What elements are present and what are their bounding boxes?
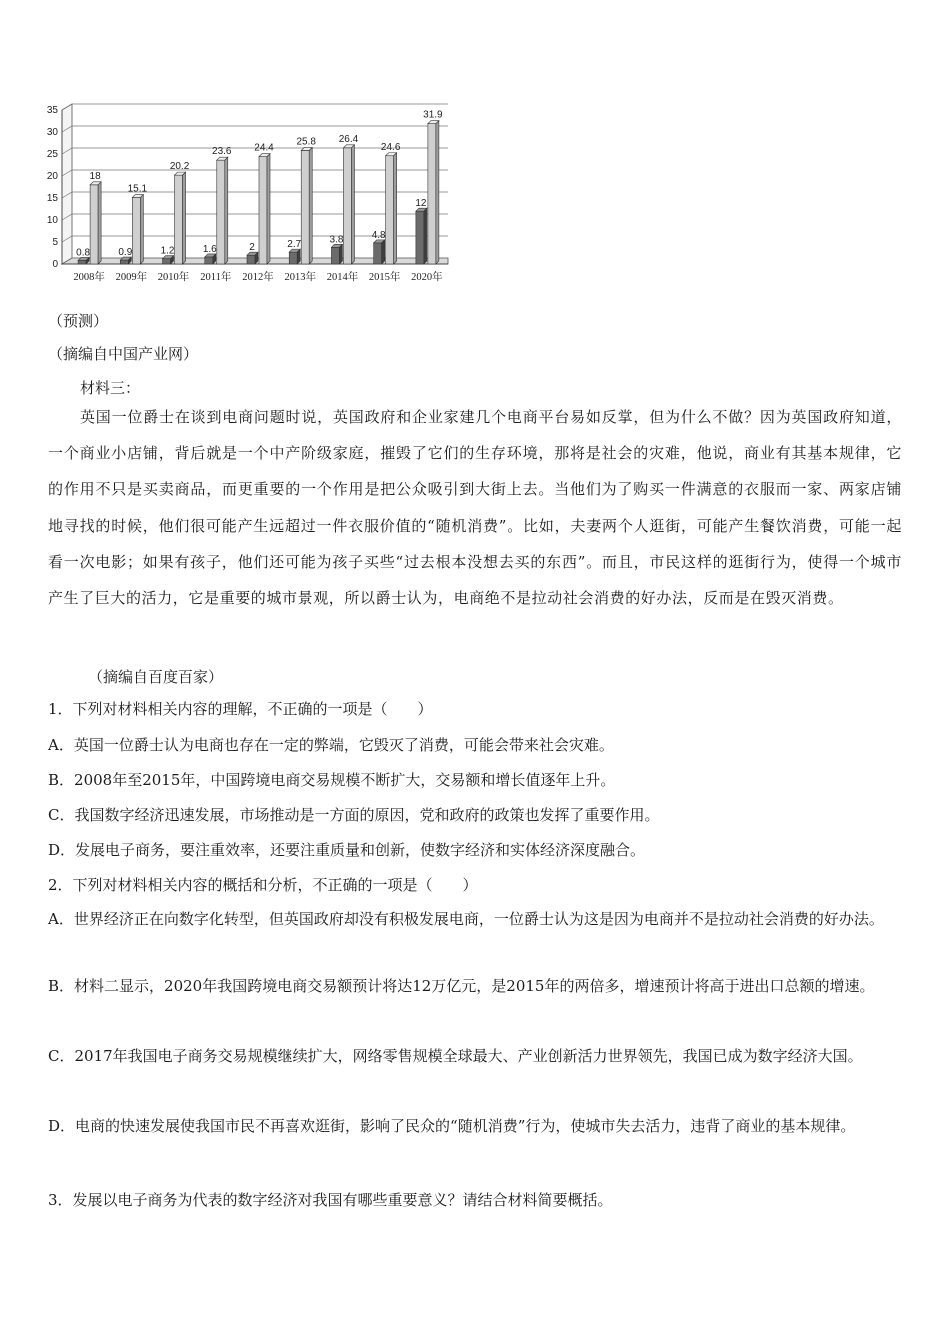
source-note-2: （摘编自百度百家）: [88, 668, 224, 686]
question-2-option-c: C．2017年我国电子商务交易规模继续扩大，网络零售规模全球最大、产业创新活力世界领先，我国已成为数字经济大国。: [48, 1047, 863, 1065]
data-label-dark: 1.6: [202, 243, 217, 255]
x-tick-label: 2014年: [326, 272, 359, 283]
bar-light: [132, 195, 143, 264]
y-tick-label: 35: [46, 105, 58, 116]
data-label-dark: 0.9: [118, 247, 133, 259]
x-tick-label: 2020年: [411, 272, 443, 283]
gridline: [62, 104, 448, 110]
bar-light-front: [132, 198, 140, 264]
bar-dark: [247, 252, 258, 264]
material-three-body: 英国一位爵士在谈到电商问题时说，英国政府和企业家建几个电商平台易如反掌，但为什么不做？因为英国政府知道，一个商业小店铺，背后就是一个中产阶级家庭，摧毁了它们的生存环境，那将是社会的灾难，他说，商业有其基本规律，它的作用不只是买卖商品，而更重要的一个作用是把公众吸引到大街上去。当他们为了购买一件满意的衣服而一家、两家店铺地寻找的时候，他们很可能产生远超过一件衣服价值的“随机消费”。比如，夫妻两个人逛街，可能产生餐饮消费，可能一起看一次电影；如果有孩子，他们还可能为孩子买些“过去根本没想去买的东西”。而且，市民这样的逛街行为，使得一个城市产生了巨大的活力，它是重要的城市景观，所以爵士认为，电商绝不是拉动社会消费的好办法，反而是在毁灭消费。: [48, 408, 902, 608]
bar-dark-side: [339, 244, 342, 264]
bar-light-side: [183, 172, 186, 264]
question-2-option-a: A．世界经济正在向数字化转型，但英国政府却没有积极发展电商，一位爵士认为这是因为电商并不是拉动社会消费的好办法。: [48, 910, 884, 928]
bar-dark: [416, 208, 427, 264]
bar-dark-front: [163, 259, 171, 264]
bar-dark: [205, 254, 216, 264]
data-label-dark: 12: [415, 198, 427, 210]
forecast-note: （预测）: [48, 312, 109, 330]
bar-dark: [331, 244, 342, 264]
chart-bars: [76, 110, 443, 264]
data-label-dark: 0.8: [76, 247, 91, 259]
y-tick-label: 5: [52, 237, 58, 248]
bar-dark-front: [78, 260, 86, 264]
y-tick-label: 15: [46, 193, 58, 204]
question-1-option-d: D．发展电子商务，要注重效率，还要注重质量和创新，使数字经济和实体经济深度融合。: [48, 841, 646, 859]
data-label-dark: 2: [249, 242, 255, 254]
y-axis-ticks: [47, 105, 59, 270]
bar-dark: [289, 249, 300, 264]
bar-light: [217, 157, 228, 264]
question-1-option-b: B．2008年至2015年，中国跨境电商交易规模不断扩大，交易额和增长值逐年上升。: [48, 771, 616, 789]
bar-light-front: [259, 157, 267, 264]
bar-light-front: [175, 175, 183, 264]
bar-dark: [120, 257, 131, 264]
bar-dark-front: [374, 243, 382, 264]
bar-dark-side: [297, 249, 300, 264]
bar-light: [428, 121, 439, 264]
x-axis-labels: [73, 270, 443, 283]
bar-light-side: [309, 147, 312, 264]
question-2: 2．下列对材料相关内容的概括和分析，不正确的一项是（ ）: [48, 876, 478, 894]
source-note-1: （摘编自中国产业网）: [48, 345, 199, 363]
data-label-light: 26.4: [338, 133, 359, 145]
data-label-dark: 3.8: [329, 234, 344, 246]
bar-light-side: [225, 157, 228, 264]
data-label-dark: 4.8: [371, 229, 386, 241]
y-tick-label: 0: [52, 259, 58, 270]
question-1-option-c: C．我国数字经济迅速发展，市场推动是一方面的原因，党和政府的政策也发挥了重要作用。: [48, 806, 660, 824]
bar-light-front: [386, 156, 394, 264]
bar-light-side: [394, 153, 397, 264]
bar-dark-side: [424, 208, 427, 264]
bar-light: [90, 182, 101, 264]
bar-dark-front: [416, 211, 424, 264]
bar-light-side: [140, 195, 143, 264]
chart-side-wall: [62, 104, 72, 264]
bar-dark-side: [382, 240, 385, 264]
x-tick-label: 2008年: [73, 272, 105, 283]
x-tick-label: 2013年: [284, 272, 316, 283]
bar-light: [301, 147, 312, 264]
bar-dark-front: [331, 247, 339, 264]
data-label-dark: 1.2: [160, 245, 175, 257]
data-label-light: 25.8: [296, 136, 316, 148]
bar-dark: [374, 240, 385, 264]
data-label-light: 24.4: [254, 142, 274, 154]
data-label-light: 20.2: [169, 161, 190, 173]
bar-light-side: [267, 154, 270, 264]
bar-light: [259, 154, 270, 264]
bar-dark-front: [289, 252, 297, 264]
x-tick-label: 2009年: [115, 272, 148, 283]
bar-light-side: [351, 145, 354, 264]
bar-dark-front: [120, 260, 128, 264]
bar-light-front: [301, 150, 309, 264]
bar-light-side: [98, 182, 101, 264]
y-tick-label: 10: [46, 215, 58, 226]
bar-light: [175, 172, 186, 264]
x-tick-label: 2015年: [368, 272, 401, 283]
bar-light-side: [436, 121, 439, 264]
bar-dark: [163, 256, 174, 264]
question-2-option-d: D．电商的快速发展使我国市民不再喜欢逛街，影响了民众的“随机消费”行为，使城市失去活力，违背了商业的基本规律。: [48, 1117, 856, 1135]
bar-light-front: [343, 148, 351, 264]
x-tick-label: 2010年: [157, 272, 190, 283]
bar-chart: [38, 102, 450, 292]
data-label-light: 15.1: [127, 183, 148, 195]
x-tick-label: 2012年: [242, 272, 274, 283]
data-label-dark: 2.7: [287, 239, 302, 251]
bar-light: [343, 145, 354, 264]
material-three-title: 材料三：: [80, 379, 141, 397]
bar-light-front: [90, 185, 98, 264]
data-label-light: 18: [89, 170, 101, 182]
y-tick-label: 20: [46, 171, 58, 182]
data-label-light: 24.6: [380, 141, 401, 153]
y-tick-label: 25: [46, 149, 58, 160]
data-label-light: 23.6: [212, 146, 232, 158]
question-1-option-a: A．英国一位爵士认为电商也存在一定的弊端，它毁灭了消费，可能会带来社会灾难。: [48, 736, 614, 754]
bar-light-front: [428, 124, 436, 264]
bar-dark-front: [205, 257, 213, 264]
bar-light-front: [217, 160, 225, 264]
question-2-option-b: B．材料二显示，2020年我国跨境电商交易额预计将达12万亿元，是2015年的两倍多，增速预计将高于进出口总额的增速。: [48, 977, 875, 995]
question-3: 3．发展以电子商务为代表的数字经济对我国有哪些重要意义？请结合材料简要概括。: [48, 1191, 613, 1209]
question-1: 1．下列对材料相关内容的理解，不正确的一项是（ ）: [48, 700, 433, 718]
x-tick-label: 2011年: [200, 272, 232, 283]
gridline: [62, 126, 448, 132]
data-label-light: 31.9: [423, 109, 443, 121]
bar-light: [386, 153, 397, 264]
bar-dark-front: [247, 255, 255, 264]
y-tick-label: 30: [46, 127, 58, 138]
